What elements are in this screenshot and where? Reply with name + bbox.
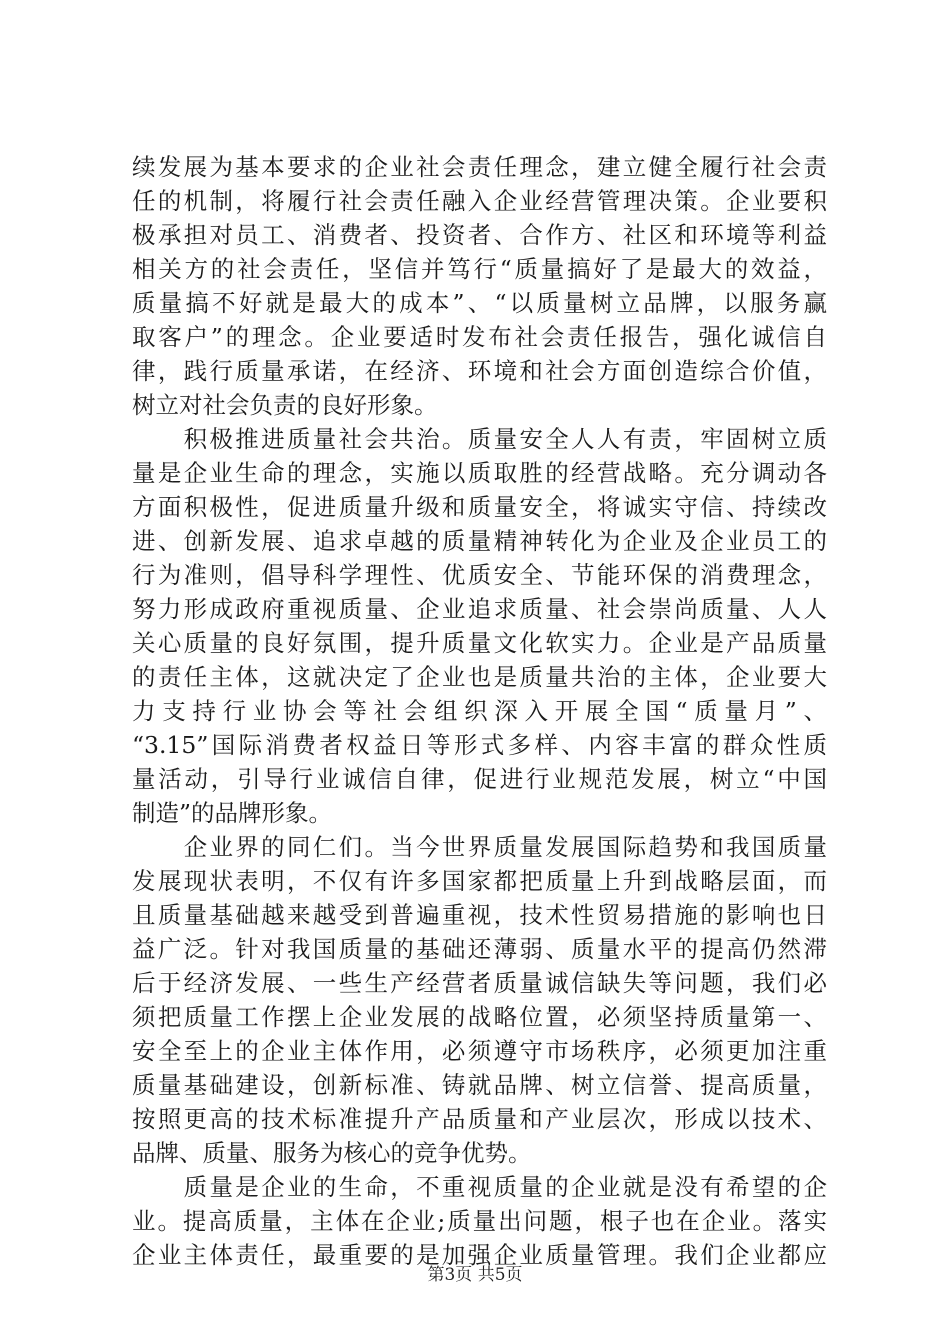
text-line: “3.15”国际消费者权益日等形式多样、内容丰富的群众性质 <box>132 731 827 759</box>
text-line: 进、创新发展、追求卓越的质量精神转化为企业及企业员工的 <box>132 527 827 555</box>
text-line: 品牌、质量、服务为核心的竞争优势。 <box>132 1139 532 1167</box>
body-text <box>132 150 827 1272</box>
text-line: 方面积极性，促进质量升级和质量安全，将诚实守信、持续改 <box>132 493 827 521</box>
text-line: 极承担对员工、消费者、投资者、合作方、社区和环境等利益 <box>132 221 827 249</box>
text-line: 安全至上的企业主体作用，必须遵守市场秩序，必须更加注重 <box>132 1037 827 1065</box>
text-line: 相关方的社会责任，坚信并笃行“质量搞好了是最大的效益， <box>132 255 827 283</box>
text-line: 任的机制，将履行社会责任融入企业经营管理决策。企业要积 <box>132 187 827 215</box>
text-line: 取客户”的理念。企业要适时发布社会责任报告，强化诚信自 <box>132 323 827 351</box>
text-line: 益广泛。针对我国质量的基础还薄弱、质量水平的提高仍然滞 <box>132 935 827 963</box>
page-footer: 第3页 共5页 <box>427 1265 523 1285</box>
text-line: 企业界的同仁们。当今世界质量发展国际趋势和我国质量 <box>132 833 827 861</box>
text-line: 树立对社会负责的良好形象。 <box>132 391 438 419</box>
text-line: 质量基础建设，创新标准、铸就品牌、树立信誉、提高质量， <box>132 1071 827 1099</box>
text-line: 量活动，引导行业诚信自律，促进行业规范发展，树立“中国 <box>132 765 827 793</box>
text-line: 业。提高质量，主体在企业;质量出问题，根子也在企业。落实 <box>132 1207 827 1235</box>
text-line: 积极推进质量社会共治。质量安全人人有责，牢固树立质 <box>132 425 827 453</box>
text-line: 的责任主体，这就决定了企业也是质量共治的主体，企业要大 <box>132 663 827 691</box>
text-line: 量是企业生命的理念，实施以质取胜的经营战略。充分调动各 <box>132 459 827 487</box>
text-line: 行为准则，倡导科学理性、优质安全、节能环保的消费理念， <box>132 561 827 589</box>
text-line: 须把质量工作摆上企业发展的战略位置，必须坚持质量第一、 <box>132 1003 827 1031</box>
text-line: 且质量基础越来越受到普遍重视，技术性贸易措施的影响也日 <box>132 901 827 929</box>
text-line: 关心质量的良好氛围，提升质量文化软实力。企业是产品质量 <box>132 629 827 657</box>
text-line: 后于经济发展、一些生产经营者质量诚信缺失等问题，我们必 <box>132 969 827 997</box>
text-line: 律，践行质量承诺，在经济、环境和社会方面创造综合价值， <box>132 357 827 385</box>
text-line: 企业主体责任，最重要的是加强企业质量管理。我们企业都应 <box>132 1241 827 1269</box>
text-line: 质量是企业的生命，不重视质量的企业就是没有希望的企 <box>132 1173 827 1201</box>
text-line: 努力形成政府重视质量、企业追求质量、社会崇尚质量、人人 <box>132 595 827 623</box>
text-line: 续发展为基本要求的企业社会责任理念，建立健全履行社会责 <box>132 153 827 181</box>
text-line: 按照更高的技术标准提升产品质量和产业层次，形成以技术、 <box>132 1105 827 1133</box>
text-line: 质量搞不好就是最大的成本”、“以质量树立品牌，以服务赢 <box>132 289 827 317</box>
text-line: 发展现状表明，不仅有许多国家都把质量上升到战略层面，而 <box>132 867 827 895</box>
text-line: 力支持行业协会等社会组织深入开展全国“质量月”、 <box>132 697 827 725</box>
text-line: 制造”的品牌形象。 <box>132 799 333 827</box>
